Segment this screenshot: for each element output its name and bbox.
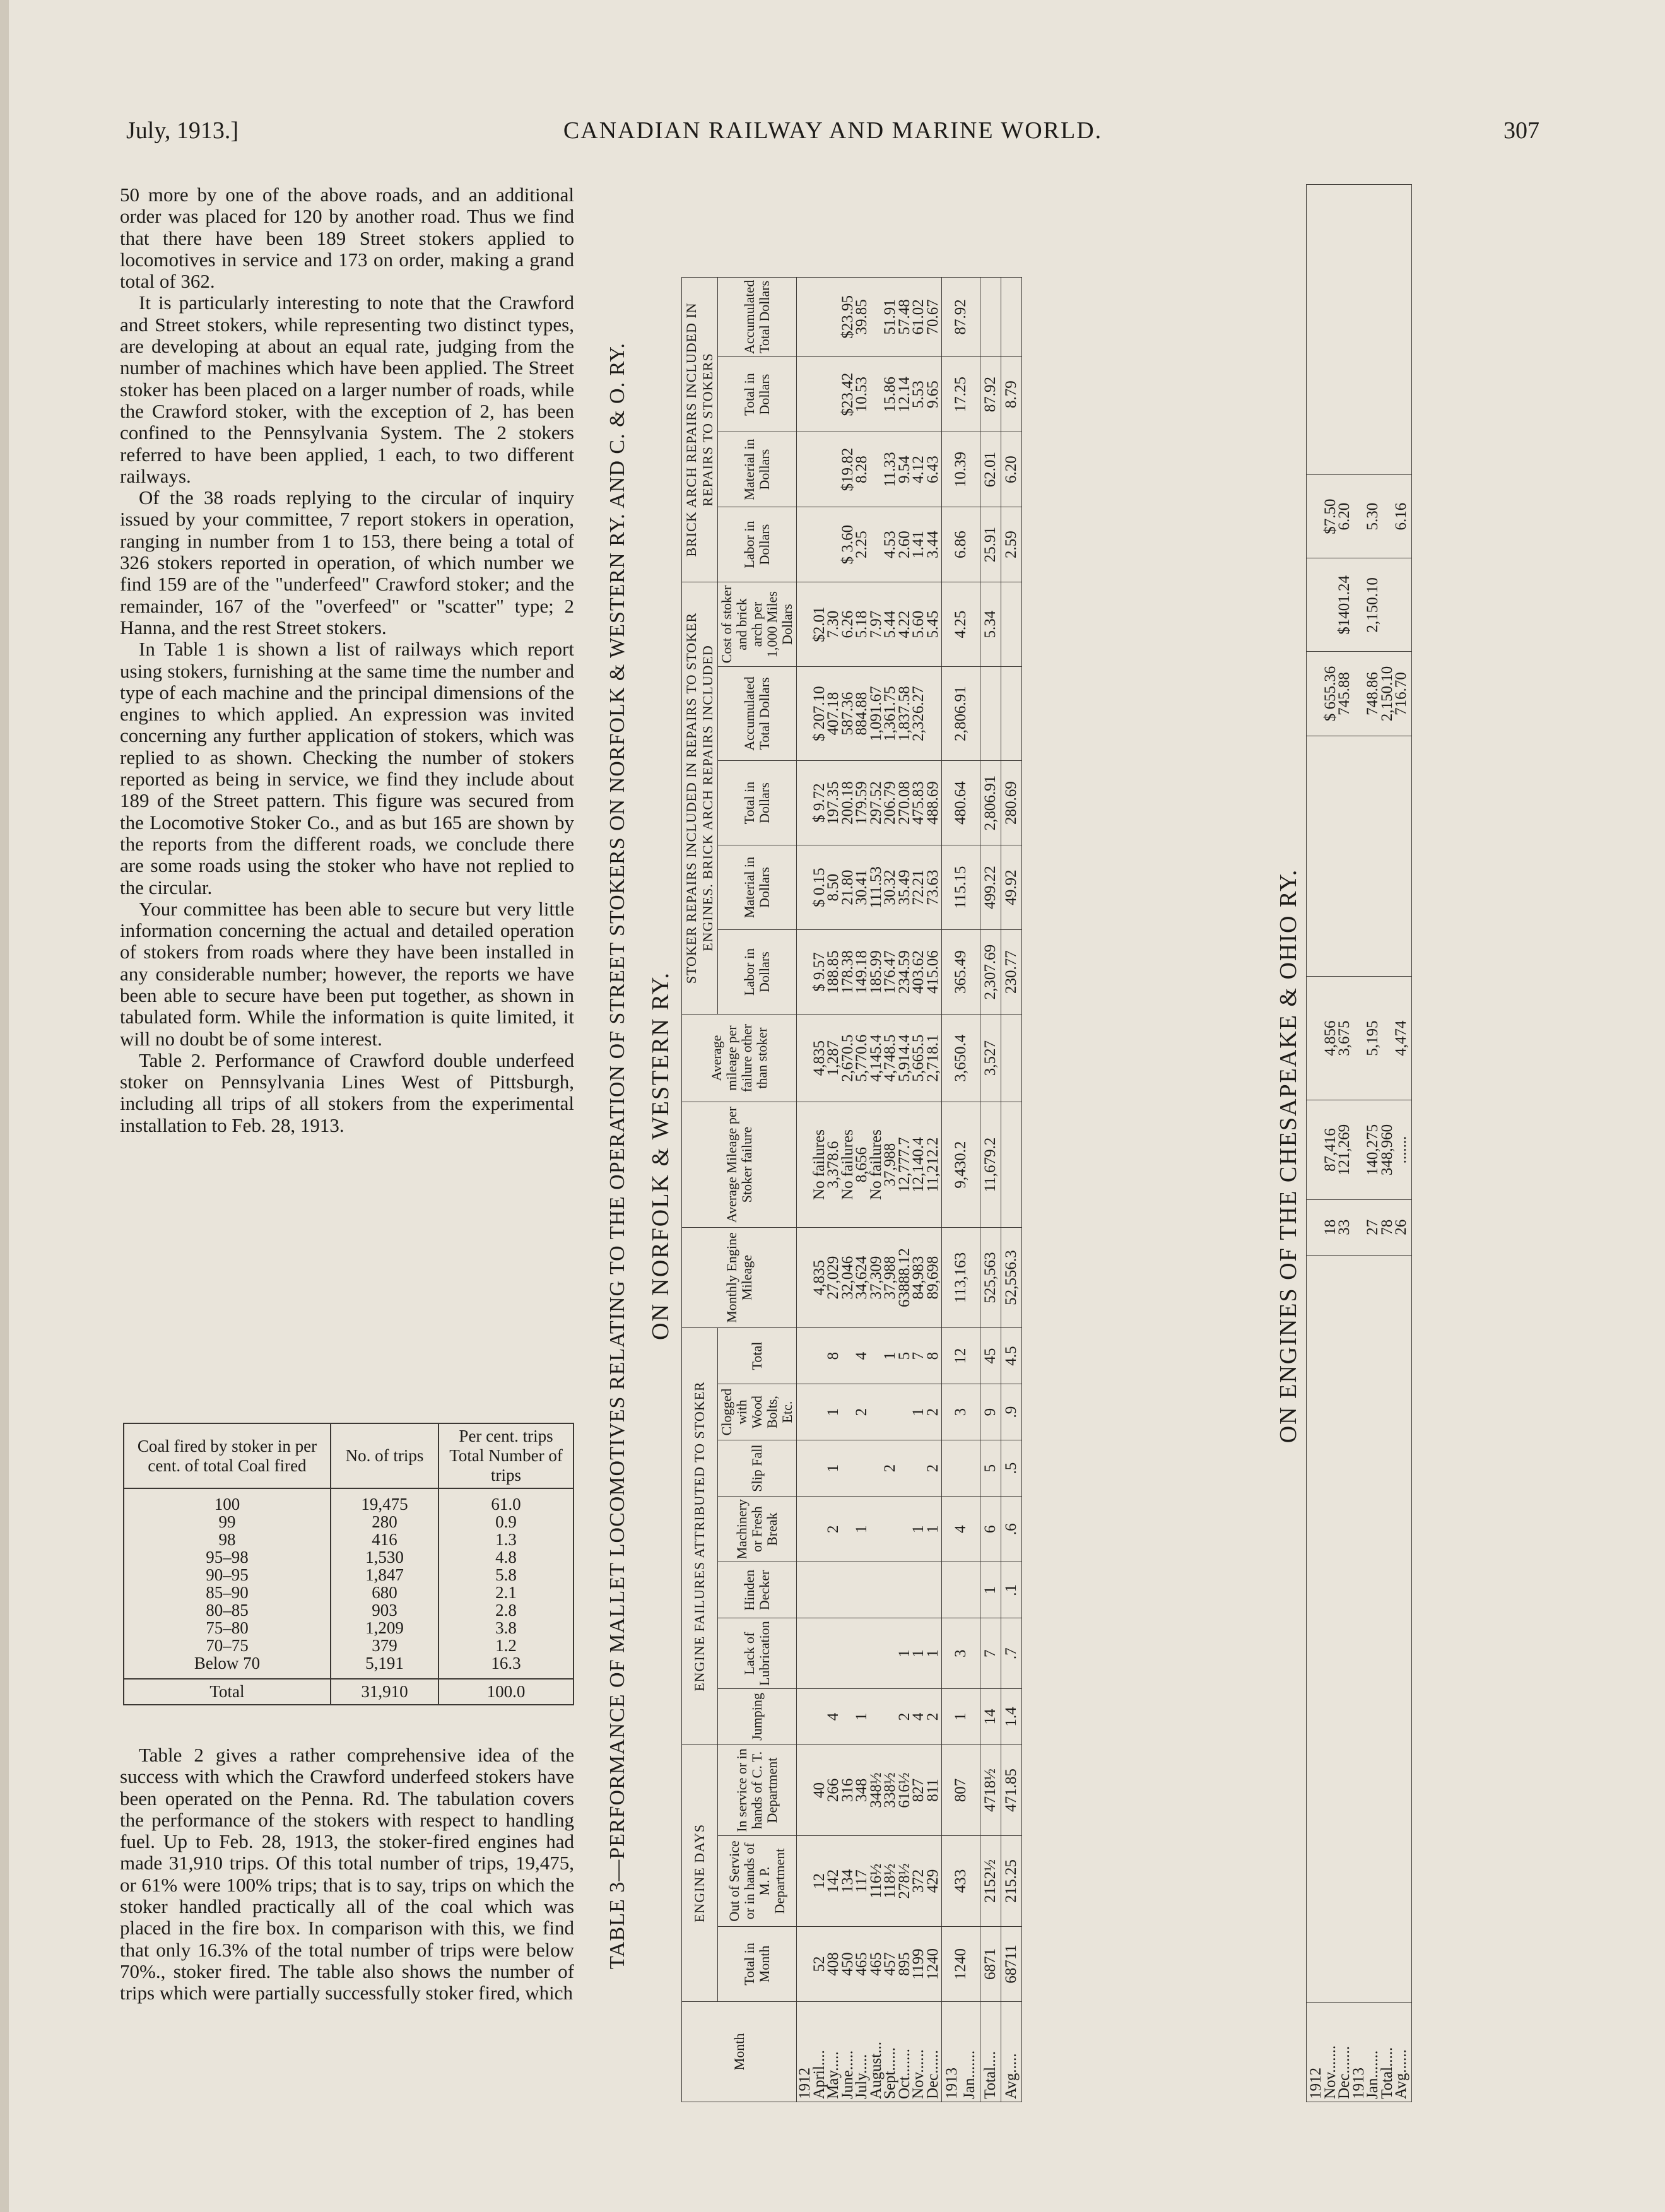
table3-cell: 5	[980, 1440, 1001, 1497]
col-header: Labor in Dollars	[718, 507, 797, 582]
table3	[681, 277, 1022, 2102]
table3-title: TABLE 3—PERFORMANCE OF MALLET LOCOMOTIVES RELATING TO THE OPERATION OF STREET STOKERS ON NORFOLK & WESTERN RY. AND C. & O. RY.	[606, 342, 629, 1970]
table3-cell: 4	[942, 1497, 980, 1562]
left-column-text	[120, 184, 574, 1136]
table3-cell: 1	[942, 1689, 980, 1745]
table3-cell: .6	[1001, 1497, 1022, 1562]
table3-cell: 5.34	[980, 582, 1001, 667]
table3-cell: 230.77	[1001, 930, 1022, 1015]
table3-cell: 62.01	[980, 432, 1001, 507]
table3-cell: 6.86	[942, 507, 980, 582]
table3-cell: 3	[942, 1618, 980, 1689]
table3-cell: 49.92	[1001, 845, 1022, 930]
table3-cell	[1001, 277, 1022, 356]
co-accumulated-col: $1401.24 2,150.10	[1307, 558, 1412, 652]
table3-cell: 6871	[980, 1927, 1001, 2002]
table3-data-col: 8 4 1 5 7 8	[797, 1328, 942, 1384]
table3-data-col: $2.01 7.30 6.26 5.18 7.97 5.44 4.22 5.60 5.45	[797, 582, 942, 667]
col-header: Accumulated Total Dollars	[718, 667, 797, 761]
col-header: Material in Dollars	[718, 845, 797, 930]
table3-cell: 11,679.2	[980, 1102, 1001, 1228]
col-header: Monthly Engine Mileage	[682, 1228, 797, 1328]
table3-cell: 14	[980, 1689, 1001, 1745]
table2-header: No. of trips	[331, 1423, 438, 1488]
page-number: 307	[1503, 117, 1539, 144]
table3-cell: 12	[942, 1328, 980, 1384]
table3-cell: 10.39	[942, 432, 980, 507]
table3-cell: 3	[942, 1384, 980, 1440]
col-header: Slip Fall	[718, 1440, 797, 1497]
table3-monthly-rows	[797, 277, 942, 2102]
table3-cell: 280.69	[1001, 761, 1022, 845]
table2-caption: Table 2. Performance of Crawford double underfeed stoker on Pennsylvania Lines West of Pittsburgh, including all trips of all stokers from the experimental installation to Feb. 28, 1913.	[120, 1049, 574, 1136]
table3-data-col	[797, 1562, 942, 1618]
col-header: Lack of Lubrication	[718, 1618, 797, 1689]
table2-total-row: Total 31,910 100.0	[124, 1679, 574, 1705]
table3-cell	[980, 277, 1001, 356]
co-empty	[1307, 185, 1412, 475]
table3-cell: 433	[942, 1836, 980, 1927]
co-repairs-total-col: $ 655.36 745.88 748.86 2,150.10 716.70	[1307, 652, 1412, 736]
col-header: Total	[718, 1328, 797, 1384]
table3-cell	[1001, 1015, 1022, 1102]
table3-data-col: $ 9.57 188.85 178.38 149.18 185.99 176.47 234.59 403.62 415.06	[797, 930, 942, 1015]
table3-data-col: 2 1 1 1	[797, 1497, 942, 1562]
paragraph: Table 2 gives a rather comprehensive idea of the success with which the Crawford underfeed stokers have been operated on the Penna. Rd. The tabulation covers the performance of the stokers with respect to handling fuel. Up to Feb. 28, 1913, the stoker-fired engines had made 31,910 trips. Of this total number of trips, 19,475, or 61% were 100% trips; that is to say, trips on which the stoker handled practically all of the coal which was placed in the fire box. In comparison with this, we find that only 16.3% of the total number of trips were below 70%., stoker fired. The table also shows the number of trips which were partially successfully stoker fired, which	[120, 1744, 574, 2004]
col-header: Labor in Dollars	[718, 930, 797, 1015]
co-empty	[1307, 736, 1412, 976]
table3-data-col: $19.82 8.28 11.33 9.54 4.12 6.43	[797, 432, 942, 507]
table2	[123, 1423, 574, 1705]
co-empty	[1307, 1255, 1412, 2003]
table3-cell: 25.91	[980, 507, 1001, 582]
table3-cell: 45	[980, 1328, 1001, 1384]
col-header: Total in Dollars	[718, 357, 797, 432]
table3-cell: Total....	[980, 2002, 1001, 2102]
table3-data-col: 1 2 2	[797, 1440, 942, 1497]
table3-cell: 6.20	[1001, 432, 1022, 507]
table3-cell	[1001, 582, 1022, 667]
table3-cell: 7	[980, 1618, 1001, 1689]
table3-avg-row	[1001, 277, 1022, 2102]
table3-data-col: 40 266 316 348 348½ 338½ 616½ 827 811	[797, 1745, 942, 1836]
table3-cell: 115.15	[942, 845, 980, 930]
col-header: Average mileage per failure other than stoker	[682, 1015, 797, 1102]
table3-cell: 4718½	[980, 1745, 1001, 1836]
co-failures-col: 18 33 27 78 26	[1307, 1199, 1412, 1255]
table3-data-col: 4 1 2 4 2	[797, 1689, 942, 1745]
table3-cell: 2.59	[1001, 507, 1022, 582]
table3-data-col: 4,835 27,029 32,046 34,624 37,309 37,988 63888.12 84,983 89,698	[797, 1228, 942, 1328]
table3-cell: .5	[1001, 1440, 1022, 1497]
table3-cell: 1240	[942, 1927, 980, 2002]
group-header: ENGINE FAILURES ATTRIBUTED TO STOKER	[682, 1328, 718, 1745]
table3-cell: 215.25	[1001, 1836, 1022, 1927]
co-month-col: 1912 Nov....... Dec....... 1913 Jan....... Total..... Avg......	[1307, 2003, 1412, 2102]
table3-cell: 3,527	[980, 1015, 1001, 1102]
table3-data-col: 12 142 134 117 116½ 118½ 278½ 372 429	[797, 1836, 942, 1927]
table3-cell: 6	[980, 1497, 1001, 1562]
table3-cell	[942, 1440, 980, 1497]
table3-cell: 4.5	[1001, 1328, 1022, 1384]
table2-coal-col: 100 99 98 95–98 90–95 85–90 80–85 75–80 70–75 Below 70	[124, 1488, 331, 1679]
page-edge	[0, 0, 9, 2212]
col-header: Total in Month	[718, 1927, 797, 2002]
table3-cell: 480.64	[942, 761, 980, 845]
table3-data-col: $23.95 39.85 51.91 57.48 61.02 70.67	[797, 277, 942, 356]
table3-cell: 525,563	[980, 1228, 1001, 1328]
table3-cell: 17.25	[942, 357, 980, 432]
table3-total-row	[980, 277, 1001, 2102]
table3-cell	[1001, 667, 1022, 761]
table3-data-col: No failures 3,378.6 No failures 8,656 No failures 37,988 12,777.7 12,140.4 11,212.2	[797, 1102, 942, 1228]
table3-cell	[1001, 1102, 1022, 1228]
table3-cell: 52,556.3	[1001, 1228, 1022, 1328]
table3-cell: 2152½	[980, 1836, 1001, 1927]
table3-cell: 9	[980, 1384, 1001, 1440]
table3-cell: 1913 Jan.......	[942, 2002, 980, 2102]
table3-data-col: $23.42 10.53 15.86 12.14 5.53 9.65	[797, 357, 942, 432]
table2-percent-col: 61.0 0.9 1.3 4.8 5.8 2.1 2.8 3.8 1.2 16.3	[438, 1488, 574, 1679]
table3-cell	[942, 1562, 980, 1618]
col-header: Jumping	[718, 1689, 797, 1745]
col-header: Out of Service or in hands of M. P. Department	[718, 1836, 797, 1927]
col-header: Accumulated Total Dollars	[718, 277, 797, 356]
table3-cell: 365.49	[942, 930, 980, 1015]
table3-subtitle: ON NORFOLK & WESTERN RY.	[647, 972, 674, 1340]
table3-cell: Avg.....	[1001, 2002, 1022, 2102]
rotated-table-region	[587, 184, 1552, 2127]
table2-header: Per cent. trips Total Number of trips	[438, 1423, 574, 1488]
table3-cell: 3,650.4	[942, 1015, 980, 1102]
col-header: Month	[682, 2002, 797, 2102]
table2-header: Coal fired by stoker in per cent. of total Coal fired	[124, 1423, 331, 1488]
paragraph: It is particularly interesting to note that the Crawford and Street stokers, while representing two distinct types, are developing at about an equal rate, judging from the number of machines which have been applied. The Street stoker has been placed on a larger number of roads, while the Crawford stoker, with the exception of 2, has been confined to the Pennsylvania System. The 2 stokers referred to have been applied, 1 each, to two different railways.	[120, 291, 574, 487]
table3-cell: 2,806.91	[980, 761, 1001, 845]
col-header: Cost of stoker and brick arch per 1,000 Miles Dollars	[718, 582, 797, 667]
table3-cell: .1	[1001, 1562, 1022, 1618]
co-avg-mileage-col: 4,856 3,675 5,195 4,474	[1307, 976, 1412, 1100]
table3-cell: 471.85	[1001, 1745, 1022, 1836]
table3-cell: 8.79	[1001, 357, 1022, 432]
col-header: Material in Dollars	[718, 432, 797, 507]
running-head	[126, 117, 1539, 155]
col-header: In service or in hands of C. T. Department	[718, 1745, 797, 1836]
table3-cell: 9,430.2	[942, 1102, 980, 1228]
table3-cell: 68711	[1001, 1927, 1022, 2002]
table3-data-col: 52 408 450 465 465 457 895 1199 1240	[797, 1927, 942, 2002]
table3-cell: 499.22	[980, 845, 1001, 930]
table3-cell: 1.4	[1001, 1689, 1022, 1745]
table3-cell	[980, 667, 1001, 761]
table3-data-col: 4,835 1,287 2,670.5 5,770.6 4,145.4 4,748.5 5,914.4 5,665.5 2,718.1	[797, 1015, 942, 1102]
co-table	[1306, 184, 1412, 2102]
table3-data-col: $ 0.15 8.50 21.80 30.41 111.53 30.32 35.49 72.21 73.63	[797, 845, 942, 930]
paragraph: In Table 1 is shown a list of railways which report using stokers, furnishing at the same time the number and type of each machine and the principal dimensions of the engines to which applied. An expression was invited concerning any further application of stokers, which was replied to as shown. Checking the number of stokers reported as being in service, we find they include about 189 of the Street pattern. This figure was secured from the Locomotive Stoker Co., and as but 165 are shown by the reports from the different roads, we conclude there are some roads using the stoker who have not replied to the circular.	[120, 638, 574, 898]
table3-data-col: $ 207.10 407.18 587.36 884.88 1,091.67 1,361.75 1,837.58 2,326.27	[797, 667, 942, 761]
table3-jan-row	[942, 277, 980, 2102]
month-col: 1912 April.... May..... June..... July..... August... Sept...... Oct....... Nov...... Dec......	[797, 2002, 942, 2102]
table3-data-col: 1 2 1 2	[797, 1384, 942, 1440]
paragraph: Of the 38 roads replying to the circular of inquiry issued by your committee, 7 report stokers in operation, ranging in number from 1 to 153, there being a total of 326 stokers reported in operation, of which number we find 159 are of the "underfeed" Crawford stoker; and the remainder, 167 of the "overfeed" or "scatter" type; 2 Hanna, and the rest Street stokers.	[120, 486, 574, 638]
col-header: Clogged with Wood Bolts, Etc.	[718, 1384, 797, 1440]
co-table-title: ON ENGINES OF THE CHESAPEAKE & OHIO RY.	[1275, 868, 1302, 1444]
paragraph: 50 more by one of the above roads, and an additional order was placed for 120 by another road. Thus we find that there have been 189 Street stokers applied to locomotives in service and 173 on order, making a grand total of 362.	[120, 184, 574, 293]
col-header: Total in Dollars	[718, 761, 797, 845]
group-header: BRICK ARCH REPAIRS INCLUDED IN REPAIRS TO STOKERS	[682, 277, 718, 582]
table3-cell: .9	[1001, 1384, 1022, 1440]
group-header: STOKER REPAIRS INCLUDED IN REPAIRS TO STOKER ENGINES. BRICK ARCH REPAIRS INCLUDED	[682, 582, 718, 1015]
table3-cell: 4.25	[942, 582, 980, 667]
table3-data-col: $ 3.60 2.25 4.53 2.60 1.41 3.44	[797, 507, 942, 582]
co-mileage-col: 87,416 121,269 140,275 348,960 .......	[1307, 1100, 1412, 1200]
col-header: Machinery or Fresh Break	[718, 1497, 797, 1562]
table3-cell: .7	[1001, 1618, 1022, 1689]
left-column-continued	[120, 1744, 574, 2004]
table3-data-col: 1 1 1	[797, 1618, 942, 1689]
col-header: Hinden Decker	[718, 1562, 797, 1618]
table3-cell: 87.92	[980, 357, 1001, 432]
group-header: ENGINE DAYS	[682, 1745, 718, 2002]
table3-data-col: $ 9.72 197.35 200.18 179.59 297.52 206.79 270.08 475.83 488.69	[797, 761, 942, 845]
table3-cell: 113,163	[942, 1228, 980, 1328]
table3-cell: 2,806.91	[942, 667, 980, 761]
table2-trips-col: 19,475 280 416 1,530 1,847 680 903 1,209 379 5,191	[331, 1488, 438, 1679]
header-title: CANADIAN RAILWAY AND MARINE WORLD.	[563, 117, 1103, 144]
header-date: July, 1913.]	[126, 117, 239, 144]
paragraph: Your committee has been able to secure but very little information concerning the actual and detailed operation of stokers from roads where they have been installed in any considerable number; however, the reports we have been able to secure have been put together, as shown in tabulated form. While the information is quite limited, it will no doubt be of some interest.	[120, 897, 574, 1050]
table3-cell: 2,307.69	[980, 930, 1001, 1015]
table3-cell: 87.92	[942, 277, 980, 356]
col-header: Average Mileage per Stoker failure	[682, 1102, 797, 1228]
co-per-1000-col: $7.50 6.20 5.30 6.16	[1307, 474, 1412, 558]
table3-cell: 807	[942, 1745, 980, 1836]
table3-cell: 1	[980, 1562, 1001, 1618]
